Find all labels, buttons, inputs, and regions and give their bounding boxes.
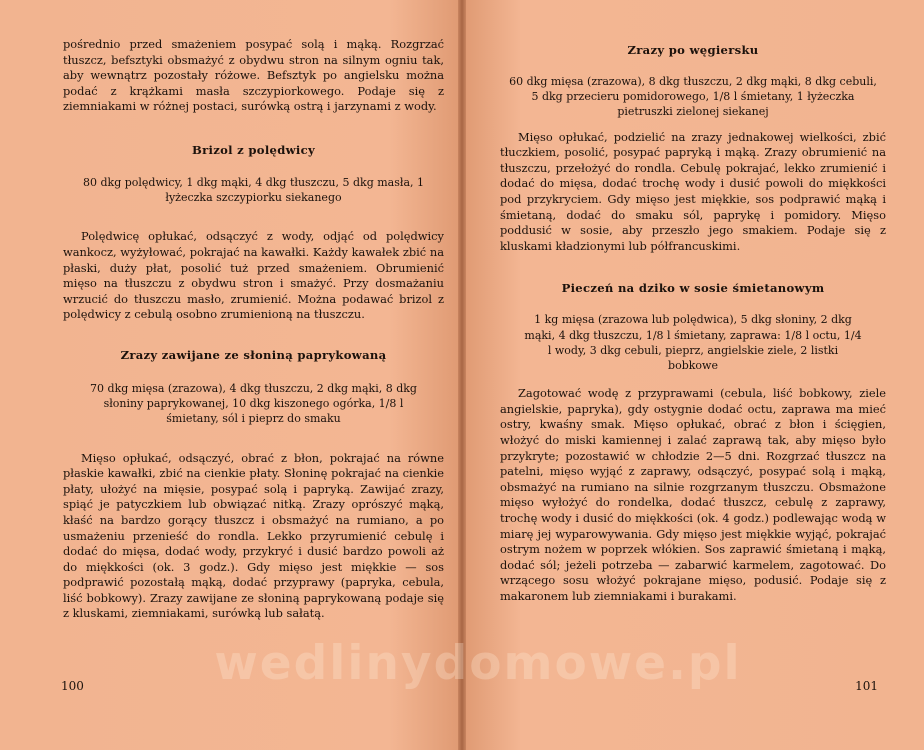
recipe-title: Pieczeń na dziko w sosie śmietanowym — [561, 281, 825, 296]
recipe-method: Mięso opłukać, podzielić na zrazy jednakowej wielkości, zbić tłuczkiem, posolić, posypać papryką i mąką. Zrazy obrumienić na tłuszczu, przełożyć do rondla. Cebulę pokrajać, lekko zrumienić i dodać do mięsa, dodać trochę wody i dusić powoli do miękkości pod przykryciem. Gdy mięso jest miękkie, sos podprawić mąką i śmietaną, dodać do smaku sól, paprykę i pomidory. Mięso poddusić w sosie, aby przeszło jego smakiem. Podaje się z kluskami kładzionymi lub półfrancuskimi. — [500, 129, 886, 253]
page-number: 100 — [61, 679, 84, 693]
recipe-title: Zrazy po węgiersku — [627, 43, 759, 57]
recipe-title: Brizol z polędwicy — [192, 142, 315, 157]
recipe-title: Zrazy zawijane ze słoniną paprykowaną — [120, 347, 387, 362]
ingredients-list: 1 kg mięsa (zrazowa lub polędwica), 5 dkg słoniny, 2 dkg mąki, 4 dkg tłuszczu, 1/8 l śmietany, zaprawa: 1/8 l octu, 1/4 l wody, 3 dkg cebuli, pieprz, angielskie ziele, 2 listki bobkowe — [524, 313, 862, 372]
recipe-method: Mięso opłukać, odsączyć, obrać z błon, pokrajać na równe płaskie kawałki, zbić na cienkie płaty. Słoninę pokrajać na cienkie płaty, ułożyć na mięsie, posypać solą i papryką. Zawijać zrazy, spiąć je patyczkiem lub obwiązać nitką. Zrazy oprószyć mąką, kłaść na bardzo gorący tłuszcz i obsmażyć na rumiano, a po usmażeniu przenieść do rondla. Lekko przyrumienić cebulę i dodać do mięsa, dodać wody, przykryć i dusić bardzo powoli aż do miękkości (ok. 3 godz.). Gdy mięso jest miękkie — sos podprawić pozostałą mąką, dodać przyprawy (papryka, cebula, liść bobkowy). Zrazy zawijane ze słoniną paprykowaną podaje się z kluskami, ziemniakami, surówką lub sałatą. — [63, 450, 444, 621]
page-number: 101 — [855, 679, 878, 693]
ingredients-list: 70 dkg mięsa (zrazowa), 4 dkg tłuszczu, 2 dkg mąki, 8 dkg słoniny paprykowanej, 10 dkg kiszonego ogórka, 1/8 l śmietany, sól i pieprz do smaku — [90, 381, 417, 426]
recipe-method: Zagotować wodę z przyprawami (cebula, liść bobkowy, ziele angielskie, papryka), gdy ostygnie dodać octu, zaprawa ma mieć ostry, kwaśny smak. Mięso opłukać, obrać z błon i ścięgien, włożyć do miski kamiennej i zalać zaprawą tak, aby mięso było przykryte; pozostawić w chłodzie 2—5 dni. Rozgrzać tłuszcz na patelni, mięso wyjąć z zaprawy, odsączyć, posypać solą i mąką, obsmażyć na rumiano na silnie rozgrzanym tłuszczu. Obsmażone mięso wyłożyć do rondelka, dodać tłuszcz, cebulę z zaprawy, trochę wody i dusić do miękkości (ok. 4 godz.) podlewając wodą w miarę jej wyparowywania. Gdy mięso jest miękkie wyjąć, pokrajać ostrym nożem w poprzek włókien. Sos zaprawić śmietaną i mąką, dodać sól; jeżeli potrzeba — zabarwić karmelem, zagotować. Do wrzącego sosu włożyć pokrajane mięso, podusić. Podaje się z makaronem lub ziemniakami i burakami. — [500, 386, 886, 603]
ingredients-list: 80 dkg polędwicy, 1 dkg mąki, 4 dkg tłuszczu, 5 dkg masła, 1 łyżeczka szczypiorku siekanego — [83, 175, 424, 205]
intro-paragraph: pośrednio przed smażeniem posypać solą i mąką. Rozgrzać tłuszcz, befsztyki obsmażyć z obydwu stron na silnym ogniu tak, aby wewnątrz pozostały różowe. Befsztyk po angielsku można podać z krążkami masła szczypiorkowego. Podaje się z ziemniakami w różnej postaci, surówką ostrą i jarzynami z wody. — [63, 37, 444, 114]
recipe-method: Polędwicę opłukać, odsączyć z wody, odjąć od polędwicy wankocz, wyżyłować, pokrajać na kawałki. Każdy kawałek zbić na płaski, duży płat, posolić tuż przed smażeniem. Obrumienić mięso na tłuszczu z obydwu stron i smażyć. Przy dosmażaniu wrzucić do tłuszczu masło, zrumienić. Można podawać brizol z polędwicy z cebulą osobno zrumienioną na tłuszczu. — [63, 229, 444, 322]
ingredients-list: 60 dkg mięsa (zrazowa), 8 dkg tłuszczu, 2 dkg mąki, 8 dkg cebuli, 5 dkg przecieru pomidorowego, 1/8 l śmietany, 1 łyżeczka pietruszki zielonej siekanej — [509, 75, 877, 119]
watermark: wedlinydomowe.pl — [214, 636, 742, 691]
